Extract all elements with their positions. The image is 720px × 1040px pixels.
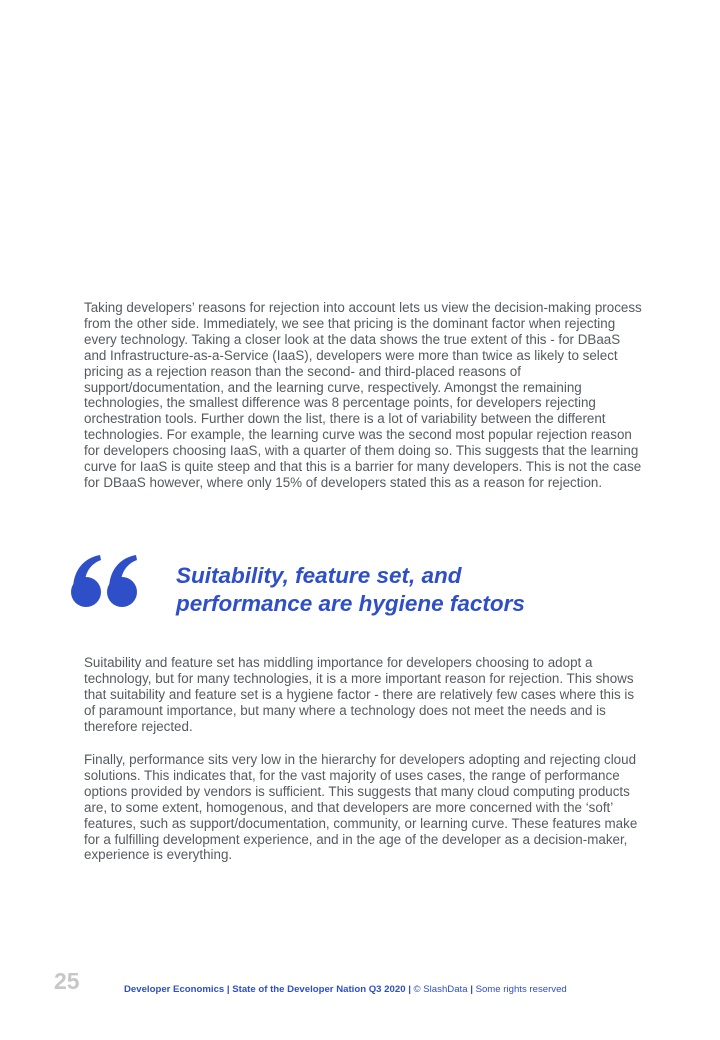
footer-brand: Developer Economics | State of the Developer Nation Q3 2020 [124,984,406,995]
footer-separator: | [405,984,414,995]
pull-quote-line-2: performance are hygiene factors [176,591,525,616]
footer-copyright: © SlashData [413,984,468,995]
pull-quote-text [176,562,525,618]
quote-icon [70,552,140,612]
footer-text [124,984,567,995]
body-paragraph-2: Suitability and feature set has middling importance for developers choosing to adopt a technology, but for many technologies, it is a more important reason for rejection. This shows that suitability and feature set is a hygiene factor - there are relatively few cases where this is of paramount importance, but many where a technology does not meet the needs and is therefore rejected. [84,655,635,734]
pull-quote [70,552,670,622]
footer-rights: Some rights reserved [475,984,567,995]
footer-separator: | [467,984,476,995]
page-footer [54,968,674,998]
page-number: 25 [54,968,80,994]
body-paragraph-1: Taking developers’ reasons for rejection into account lets us view the decision-making process from the other side. Immediately, we see that pricing is the dominant factor when rejecting every technology. Taking a closer look at the data shows the true extent of this - for DBaaS and Infrastructure-as-a-Service (IaaS), developers were more than twice as likely to select pricing as a rejection reason than the second- and third-placed reasons of support/documentation, and the learning curve, respectively. Amongst the remaining technologies, the smallest difference was 8 percentage points, for developers rejecting orchestration tools. Further down the list, there is a lot of variability between the different technologies. For example, the learning curve was the second most popular rejection reason for developers choosing IaaS, with a quarter of them doing so. This suggests that the learning curve for IaaS is quite steep and that this is a barrier for many developers. This is not the case for DBaaS however, where only 15% of developers stated this as a reason for rejection. [84,300,642,490]
pull-quote-line-1: Suitability, feature set, and [176,563,462,588]
body-paragraph-3: Finally, performance sits very low in the hierarchy for developers adopting and rejecting cloud solutions. This indicates that, for the vast majority of uses cases, the range of performance options provided by vendors is sufficient. This suggests that many cloud computing products are, to some extent, homogenous, and that developers are more concerned with the ‘soft’ features, such as support/documentation, community, or learning curve. These features make for a fulfilling development experience, and in the age of the developer as a decision-maker, experience is everything. [84,752,638,863]
